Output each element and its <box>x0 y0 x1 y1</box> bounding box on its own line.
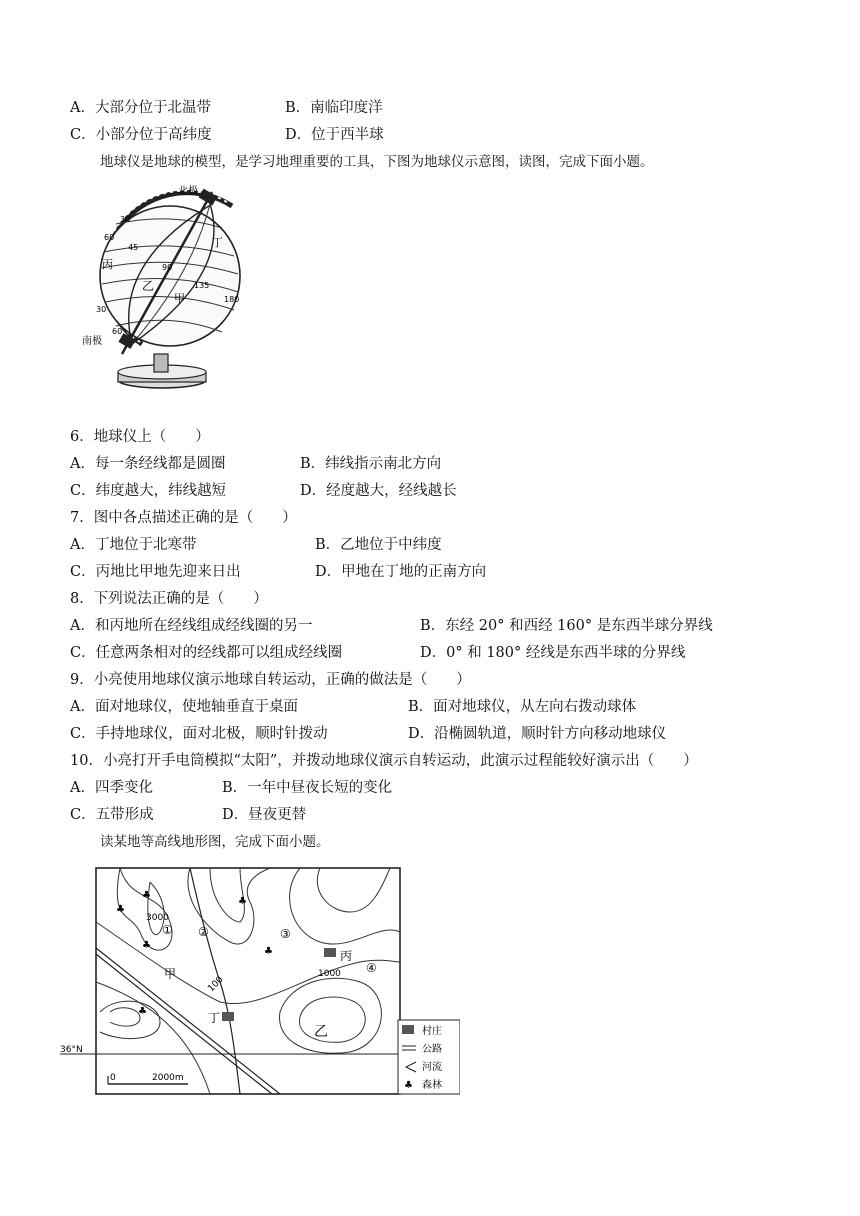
scale-zero: 0 <box>110 1073 116 1083</box>
q8-option-a: A．和丙地所在经线组成经线圈的另一 <box>70 618 313 634</box>
place-yi-label: 乙 <box>314 1024 328 1040</box>
q6-option-c: C．纬度越大，纬线越短 <box>70 483 227 499</box>
q8-stem: 8．下列说法正确的是（ ） <box>70 591 268 607</box>
contour-label-1000: 1000 <box>318 969 341 979</box>
q7-option-a: A．丁地位于北寒带 <box>70 537 197 553</box>
q10-option-d: D．昼夜更替 <box>222 807 307 823</box>
south-pole-label: 南极 <box>82 336 102 347</box>
north-pole-label: 北极 <box>178 186 198 197</box>
forest-icon: ♣ <box>238 896 247 907</box>
q9-option-b: B．面对地球仪，从左向右拨动球体 <box>408 699 637 715</box>
circle-number-4: ④ <box>366 961 377 975</box>
q10-option-b: B．一年中昼夜长短的变化 <box>222 780 393 796</box>
place-ding-label: 丁 <box>208 1011 221 1025</box>
q6-stem: 6．地球仪上（ ） <box>70 429 210 445</box>
q9-option-c: C．手持地球仪，面对北极，顺时针拨动 <box>70 726 328 742</box>
circle-number-1: ① <box>162 923 173 937</box>
village-icon <box>324 948 336 957</box>
point-ding-label: 丁 <box>212 236 223 249</box>
point-yi-label: 乙 <box>142 279 155 293</box>
legend-river-label: 河流 <box>422 1062 442 1073</box>
point-bing-label: 丙 <box>102 258 113 271</box>
village-icon <box>222 1012 234 1021</box>
q9-stem: 9．小亮使用地球仪演示地球自转运动，正确的做法是（ ） <box>70 672 471 688</box>
q10-option-c: C．五带形成 <box>70 807 154 823</box>
q7-option-b: B．乙地位于中纬度 <box>315 537 442 553</box>
q5-option-d: D．位于西半球 <box>285 127 384 143</box>
q10-stem: 10．小亮打开手电筒模拟“太阳”，并拨动地球仪演示自转运动，此演示过程能较好演示出（ ） <box>70 753 698 769</box>
place-bing-label: 丙 <box>340 949 353 963</box>
lon-mark-90: 90 <box>162 263 173 272</box>
forest-icon: ♣ <box>138 1006 147 1017</box>
latitude-label: 36°N <box>60 1045 83 1055</box>
q8-option-b: B．东经 20° 和西经 160° 是东西半球分界线 <box>420 618 713 634</box>
globe-intro-text: 地球仪是地球的模型，是学习地理重要的工具，下图为地球仪示意图，读图，完成下面小题。 <box>100 154 654 170</box>
contour-map <box>60 862 460 1102</box>
contour-intro-text: 读某地等高线地形图，完成下面小题。 <box>100 834 330 850</box>
place-jia-label: 甲 <box>164 967 177 981</box>
lat-mark-3: 30 <box>96 305 107 314</box>
legend-village-label: 村庄 <box>422 1026 442 1037</box>
legend-forest-label: 森林 <box>422 1080 442 1091</box>
q9-option-d: D．沿椭圆轨道，顺时针方向移动地球仪 <box>408 726 667 742</box>
legend-road-label: 公路 <box>422 1044 442 1055</box>
forest-icon: ♣ <box>264 946 273 957</box>
circle-number-2: ② <box>198 925 209 939</box>
q8-option-c: C．任意两条相对的经线都可以组成经线圈 <box>70 645 343 661</box>
lat-mark-1: 30 <box>120 215 131 224</box>
q9-option-a: A．面对地球仪，使地轴垂直于桌面 <box>70 699 298 715</box>
lon-mark-45: 45 <box>128 243 139 252</box>
forest-icon: ♣ <box>116 904 125 915</box>
lon-mark-135: 135 <box>194 281 210 290</box>
q6-option-a: A．每一条经线都是圆圈 <box>70 456 226 472</box>
globe-figure <box>82 184 262 399</box>
point-jia-label: 甲 <box>174 292 185 305</box>
legend-village-icon <box>402 1025 414 1034</box>
forest-icon: ♣ <box>142 890 151 901</box>
q8-option-d: D．0° 和 180° 经线是东西半球的分界线 <box>420 645 686 661</box>
circle-number-3: ③ <box>280 927 291 941</box>
q7-option-d: D．甲地在丁地的正南方向 <box>315 564 487 580</box>
q5-option-c: C．小部分位于高纬度 <box>70 127 212 143</box>
contour-label-3000: 3000 <box>146 913 169 923</box>
legend-forest-icon: ♣ <box>404 1080 413 1091</box>
lon-mark-180: 180 <box>224 295 240 304</box>
q5-option-b: B．南临印度洋 <box>285 100 383 116</box>
q10-option-a: A．四季变化 <box>70 780 153 796</box>
q7-stem: 7．图中各点描述正确的是（ ） <box>70 510 297 526</box>
q6-option-b: B．纬线指示南北方向 <box>300 456 442 472</box>
q5-option-a: A．大部分位于北温带 <box>70 100 211 116</box>
q7-option-c: C．丙地比甲地先迎来日出 <box>70 564 241 580</box>
lat-mark-4: 60 <box>112 327 123 336</box>
forest-icon: ♣ <box>142 940 151 951</box>
q6-option-d: D．经度越大，经线越长 <box>300 483 457 499</box>
lat-mark-2: 60 <box>104 233 115 242</box>
scale-distance: 2000m <box>152 1073 184 1083</box>
contour-label-100: 100 <box>206 974 226 995</box>
